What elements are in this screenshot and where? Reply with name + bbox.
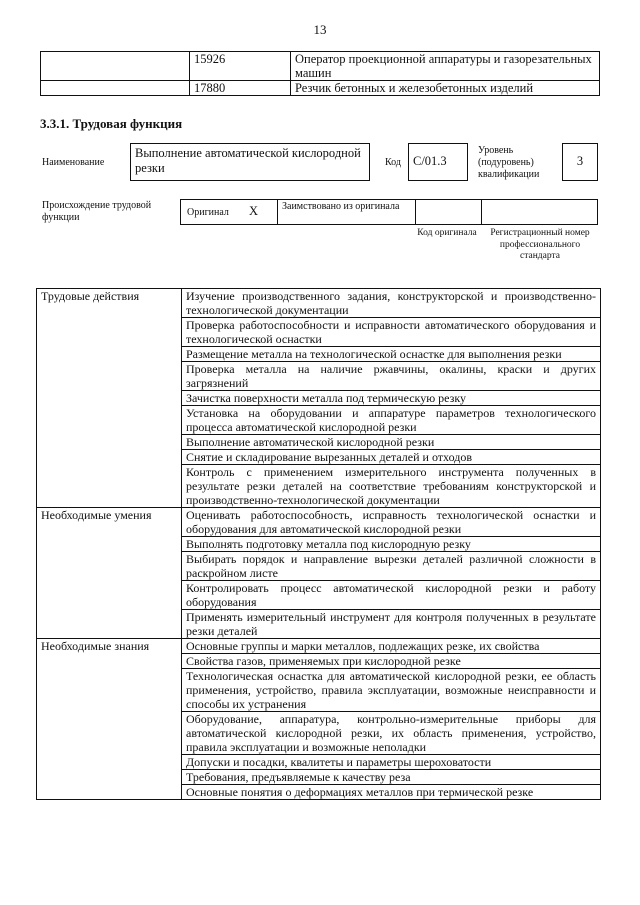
- skill-item: Контролировать процесс автоматической кислородной резки и работу оборудования: [182, 581, 601, 610]
- action-item: Выполнение автоматической кислородной резки: [182, 435, 601, 450]
- table-row: [37, 289, 601, 318]
- empty-cell: [41, 52, 190, 81]
- code-label: Код: [385, 157, 401, 168]
- borrowed-label: Заимствовано из оригинала: [282, 201, 400, 212]
- occupation-table: [40, 51, 600, 96]
- occupation-code: 17880: [190, 81, 291, 96]
- action-item: Проверка работоспособности и исправности автоматического оборудования и технологической оснастки: [182, 318, 601, 347]
- origin-box: [180, 199, 598, 225]
- reg-number-caption: Регистрационный номер профессионального стандарта: [490, 228, 590, 261]
- divider: [415, 200, 416, 224]
- function-code: C/01.3: [408, 143, 468, 181]
- skill-item: Оценивать работоспособность, исправность технологической оснастки и оборудования для автоматической кислородной резки: [182, 508, 601, 537]
- action-item: Изучение производственного задания, конструкторской и производственно-технологической документации: [182, 289, 601, 318]
- function-table: [36, 288, 601, 800]
- knowledge-item: Оборудование, аппаратура, контрольно-измерительные приборы для автоматической кислородной резки, их область применения, устройство, правила эксплуатации и возможные неполадки: [182, 712, 601, 755]
- section-label: Необходимые знания: [37, 639, 182, 800]
- knowledge-item: Основные понятия о деформациях металлов при термической резке: [182, 785, 601, 800]
- skill-item: Выбирать порядок и направление вырезки деталей различной сложности в раскройном листе: [182, 552, 601, 581]
- action-item: Размещение металла на технологической оснастке для выполнения резки: [182, 347, 601, 362]
- level-label: Уровень (подуровень) квалификации: [478, 145, 540, 180]
- knowledge-item: Свойства газов, применяемых при кислородной резке: [182, 654, 601, 669]
- divider: [277, 200, 278, 224]
- occupation-name: Оператор проекционной аппаратуры и газорезательных машин: [291, 52, 600, 81]
- code-original-caption: Код оригинала: [417, 228, 477, 238]
- table-row: [41, 52, 600, 81]
- section-label: Необходимые умения: [37, 508, 182, 639]
- section-label: Трудовые действия: [37, 289, 182, 508]
- action-item: Снятие и складирование вырезанных деталей и отходов: [182, 450, 601, 465]
- level-value: 3: [562, 143, 598, 181]
- table-row: [37, 508, 601, 537]
- action-item: Установка на оборудовании и аппаратуре параметров технологического процесса автоматической кислородной резки: [182, 406, 601, 435]
- divider: [481, 200, 482, 224]
- original-mark: X: [249, 204, 259, 218]
- action-item: Проверка металла на наличие ржавчины, окалины, краски и других загрязнений: [182, 362, 601, 391]
- skill-item: Выполнять подготовку металла под кислородную резку: [182, 537, 601, 552]
- action-item: Зачистка поверхности металла под термическую резку: [182, 391, 601, 406]
- knowledge-item: Требования, предъявляемые к качеству реза: [182, 770, 601, 785]
- origin-label: Происхождение трудовой функции: [42, 200, 152, 223]
- page-number: 13: [313, 22, 327, 37]
- empty-cell: [41, 81, 190, 96]
- function-name: Выполнение автоматической кислородной резки: [130, 143, 370, 181]
- action-item: Контроль с применением измерительного инструмента полученных в результате резки деталей на соответствие требованиям конструкторской и производственно-технологической документации: [182, 465, 601, 508]
- original-label: Оригинал: [187, 207, 229, 218]
- table-row: [37, 639, 601, 654]
- occupation-name: Резчик бетонных и железобетонных изделий: [291, 81, 600, 96]
- knowledge-item: Основные группы и марки металлов, подлежащих резке, их свойства: [182, 639, 601, 654]
- knowledge-item: Допуски и посадки, квалитеты и параметры шероховатости: [182, 755, 601, 770]
- table-row: [41, 81, 600, 96]
- section-title: 3.3.1. Трудовая функция: [40, 116, 183, 131]
- occupation-code: 15926: [190, 52, 291, 81]
- name-label: Наименование: [42, 157, 105, 168]
- knowledge-item: Технологическая оснастка для автоматической кислородной резки, ее область применения, устройство, правила эксплуатации, возможные неисправности и способы их устранения: [182, 669, 601, 712]
- skill-item: Применять измерительный инструмент для контроля полученных в результате резки деталей: [182, 610, 601, 639]
